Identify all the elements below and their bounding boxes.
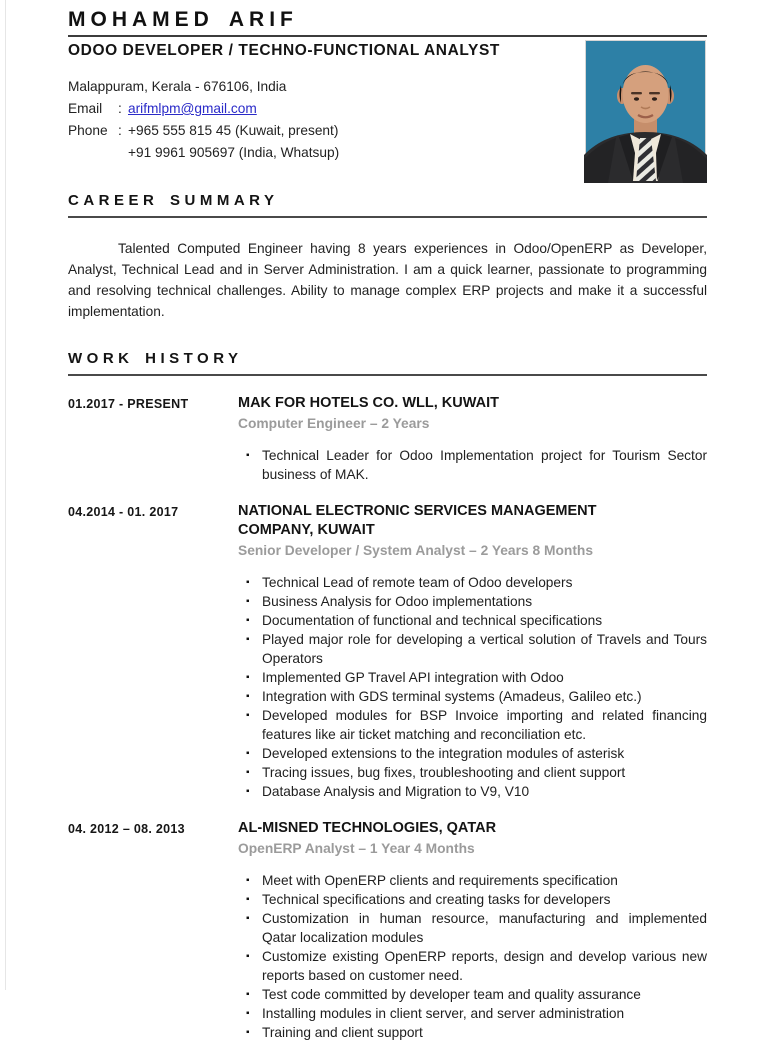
bullet-item: ▪ Database Analysis and Migration to V9, V10 xyxy=(238,782,707,801)
bullet-item: ▪ Developed modules for BSP Invoice importing and related financing features like air ticket matching and reconciliation etc. xyxy=(238,706,707,744)
work-history-entry xyxy=(68,819,707,1042)
career-summary-heading: CAREER SUMMARY xyxy=(68,192,279,209)
bullet-item: ▪ Installing modules in client server, and server administration xyxy=(238,1004,707,1023)
career-summary-section xyxy=(68,192,707,322)
phone-primary: +965 555 815 45 (Kuwait, present) xyxy=(128,123,339,138)
entry-bullets xyxy=(238,446,707,484)
bullet-item: ▪ Implemented GP Travel API integration with Odoo xyxy=(238,668,707,687)
work-history-heading: WORK HISTORY xyxy=(68,350,243,367)
bullet-item: ▪ Test code committed by developer team and quality assurance xyxy=(238,985,707,1004)
phone-secondary: +91 9961 905697 (India, Whatsup) xyxy=(128,145,340,160)
entry-period: 04.2014 - 01. 2017 xyxy=(68,505,179,519)
entry-body xyxy=(238,394,707,484)
entry-bullets xyxy=(238,871,707,1042)
phone-label: Phone xyxy=(68,123,108,138)
work-history-entry xyxy=(68,394,707,484)
bullet-item: ▪ Technical Leader for Odoo Implementation project for Tourism Sector business of MAK. xyxy=(238,446,707,484)
entry-role: OpenERP Analyst – 1 Year 4 Months xyxy=(238,841,475,856)
entry-company: AL-MISNED TECHNOLOGIES, QATAR xyxy=(238,820,497,836)
header-divider xyxy=(68,35,707,37)
entry-company: MAK FOR HOTELS CO. WLL, KUWAIT xyxy=(238,395,499,411)
work-history-section xyxy=(68,350,707,1042)
bullet-item: ▪ Documentation of functional and technical specifications xyxy=(238,611,707,630)
bullet-item: ▪ Customization in human resource, manufacturing and implemented Qatar localization modules xyxy=(238,909,707,947)
bullet-item: ▪ Developed extensions to the integration modules of asterisk xyxy=(238,744,707,763)
entry-period: 04. 2012 – 08. 2013 xyxy=(68,822,185,836)
bullet-item: ▪ Meet with OpenERP clients and requirements specification xyxy=(238,871,707,890)
email-line: Email : arifmlpm@gmail.com xyxy=(68,98,707,120)
bullet-item: ▪ Customize existing OpenERP reports, design and develop various new reports based on customer need. xyxy=(238,947,707,985)
entry-bullets xyxy=(238,573,707,801)
job-title: ODOO DEVELOPER / TECHNO-FUNCTIONAL ANALYST xyxy=(68,42,500,59)
email-link[interactable]: arifmlpm@gmail.com xyxy=(128,101,257,116)
bullet-item: ▪ Played major role for developing a vertical solution of Travels and Tours Operators xyxy=(238,630,707,668)
bullet-item: ▪ Business Analysis for Odoo implementations xyxy=(238,592,707,611)
bullet-item: ▪ Tracing issues, bug fixes, troubleshooting and client support xyxy=(238,763,707,782)
work-history-entry xyxy=(68,502,707,801)
bullet-item: ▪ Training and client support xyxy=(238,1023,707,1042)
bullet-item: ▪ Technical specifications and creating tasks for developers xyxy=(238,890,707,909)
entry-role: Senior Developer / System Analyst – 2 Years 8 Months xyxy=(238,543,594,558)
work-history-divider xyxy=(68,374,707,376)
entry-period: 01.2017 - PRESENT xyxy=(68,397,189,411)
bullet-item: ▪ Technical Lead of remote team of Odoo developers xyxy=(238,573,707,592)
career-summary-divider xyxy=(68,216,707,218)
work-history-entries xyxy=(68,394,707,1042)
email-label: Email xyxy=(68,101,103,116)
bullet-item: ▪ Integration with GDS terminal systems (Amadeus, Galileo etc.) xyxy=(238,687,707,706)
phone-line-2 xyxy=(68,142,707,164)
phone-line-1: Phone : +965 555 815 45 (Kuwait, present) xyxy=(68,120,707,142)
location-line: Malappuram, Kerala - 676106, India xyxy=(68,79,287,94)
contact-block xyxy=(68,76,707,164)
career-summary-text: Talented Computed Engineer having 8 years experiences in Odoo/OpenERP as Developer, Analyst, Technical Lead and in Server Administration. I am a quick learner, passionate to programming and resolving technical challenges. Ability to manage complex ERP projects and make it a successful implementation. xyxy=(68,241,707,319)
entry-body xyxy=(238,819,707,1042)
person-name: MOHAMED ARIF xyxy=(68,8,298,31)
entry-company: NATIONAL ELECTRONIC SERVICES MANAGEMENT COMPANY, KUWAIT xyxy=(238,503,597,538)
entry-body xyxy=(238,502,707,801)
entry-role: Computer Engineer – 2 Years xyxy=(238,416,430,431)
